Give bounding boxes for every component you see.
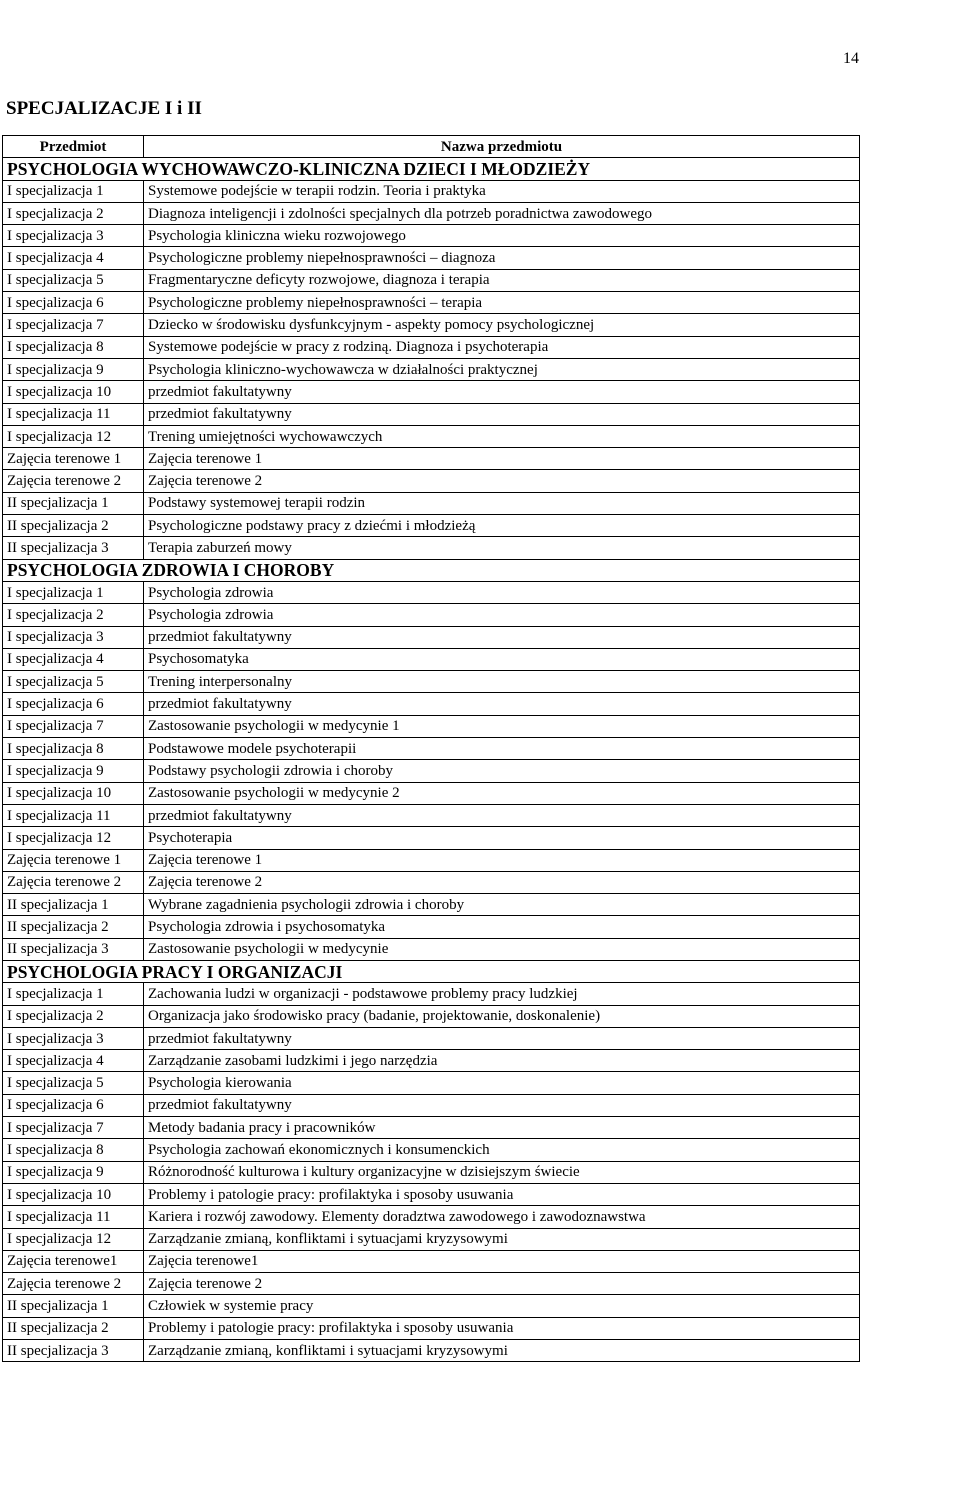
page-number: 14 xyxy=(843,50,859,67)
subject-name-cell: przedmiot fakultatywny xyxy=(144,626,860,648)
subject-code-cell: II specjalizacja 2 xyxy=(3,1317,144,1339)
subject-code-cell: II specjalizacja 2 xyxy=(3,916,144,938)
table-row xyxy=(3,180,860,202)
table-row xyxy=(3,1050,860,1072)
subject-name-cell: Trening interpersonalny xyxy=(144,671,860,693)
subject-name-cell: Systemowe podejście w pracy z rodziną. Diagnoza i psychoterapia xyxy=(144,336,860,358)
subject-name-cell: przedmiot fakultatywny xyxy=(144,1027,860,1049)
subject-name-cell: Psychologia zdrowia i psychosomatyka xyxy=(144,916,860,938)
subject-name-cell: Problemy i patologie pracy: profilaktyka i sposoby usuwania xyxy=(144,1183,860,1205)
subject-code-cell: I specjalizacja 7 xyxy=(3,715,144,737)
subject-name-cell: Kariera i rozwój zawodowy. Elementy doradztwa zawodowego i zawodoznawstwa xyxy=(144,1206,860,1228)
subject-code-cell: I specjalizacja 4 xyxy=(3,648,144,670)
subject-name-cell: Psychologiczne podstawy pracy z dziećmi i młodzieżą xyxy=(144,515,860,537)
subject-name-cell: Zajęcia terenowe 2 xyxy=(144,1273,860,1295)
subject-code-cell: I specjalizacja 8 xyxy=(3,1139,144,1161)
subject-name-cell: Zarządzanie zasobami ludzkimi i jego narzędzia xyxy=(144,1050,860,1072)
table-row xyxy=(3,403,860,425)
header-subject: Przedmiot xyxy=(3,136,144,158)
subject-code-cell: I specjalizacja 10 xyxy=(3,381,144,403)
subject-code-cell: II specjalizacja 3 xyxy=(3,1340,144,1362)
subject-code-cell: I specjalizacja 1 xyxy=(3,180,144,202)
table-row xyxy=(3,916,860,938)
subject-code-cell: I specjalizacja 11 xyxy=(3,403,144,425)
subject-code-cell: I specjalizacja 3 xyxy=(3,225,144,247)
subject-name-cell: Psychosomatyka xyxy=(144,648,860,670)
section-heading-row xyxy=(3,960,860,982)
table-row xyxy=(3,492,860,514)
subject-name-cell: Zastosowanie psychologii w medycynie 1 xyxy=(144,715,860,737)
subject-code-cell: II specjalizacja 2 xyxy=(3,515,144,537)
subject-code-cell: I specjalizacja 6 xyxy=(3,1094,144,1116)
subject-name-cell: Trening umiejętności wychowawczych xyxy=(144,425,860,447)
table-row xyxy=(3,1273,860,1295)
table-row xyxy=(3,983,860,1005)
table-row xyxy=(3,425,860,447)
subject-code-cell: I specjalizacja 8 xyxy=(3,336,144,358)
subject-code-cell: I specjalizacja 4 xyxy=(3,1050,144,1072)
subject-code-cell: I specjalizacja 4 xyxy=(3,247,144,269)
table-row xyxy=(3,1072,860,1094)
subject-name-cell: Zachowania ludzi w organizacji - podstawowe problemy pracy ludzkiej xyxy=(144,983,860,1005)
table-row xyxy=(3,292,860,314)
table-row xyxy=(3,336,860,358)
subject-code-cell: I specjalizacja 5 xyxy=(3,671,144,693)
subject-code-cell: II specjalizacja 3 xyxy=(3,537,144,559)
table-row xyxy=(3,1295,860,1317)
subject-code-cell: I specjalizacja 5 xyxy=(3,269,144,291)
subject-name-cell: Organizacja jako środowisko pracy (badanie, projektowanie, doskonalenie) xyxy=(144,1005,860,1027)
table-row xyxy=(3,1183,860,1205)
subjects-table xyxy=(2,135,860,1362)
section-heading-row xyxy=(3,559,860,581)
subject-code-cell: I specjalizacja 12 xyxy=(3,1228,144,1250)
subject-code-cell: I specjalizacja 6 xyxy=(3,693,144,715)
subject-name-cell: przedmiot fakultatywny xyxy=(144,804,860,826)
subject-name-cell: Psychologia kliniczna wieku rozwojowego xyxy=(144,225,860,247)
subject-name-cell: przedmiot fakultatywny xyxy=(144,381,860,403)
table-row xyxy=(3,604,860,626)
subject-name-cell: Psychologiczne problemy niepełnosprawności – diagnoza xyxy=(144,247,860,269)
document-title: SPECJALIZACJE I i II xyxy=(6,98,202,119)
subject-code-cell: I specjalizacja 9 xyxy=(3,1161,144,1183)
table-row xyxy=(3,537,860,559)
subject-code-cell: I specjalizacja 12 xyxy=(3,827,144,849)
subject-name-cell: Psychologia kierowania xyxy=(144,1072,860,1094)
section-heading: PSYCHOLOGIA PRACY I ORGANIZACJI xyxy=(3,960,860,982)
table-header-row xyxy=(3,136,860,158)
subject-name-cell: Systemowe podejście w terapii rodzin. Teoria i praktyka xyxy=(144,180,860,202)
subjects-table-body xyxy=(3,136,860,1362)
subject-code-cell: Zajęcia terenowe 2 xyxy=(3,1273,144,1295)
table-row xyxy=(3,1340,860,1362)
subject-code-cell: I specjalizacja 7 xyxy=(3,1117,144,1139)
subject-name-cell: Podstawowe modele psychoterapii xyxy=(144,738,860,760)
table-row xyxy=(3,269,860,291)
subject-code-cell: Zajęcia terenowe 1 xyxy=(3,448,144,470)
table-row xyxy=(3,1094,860,1116)
table-row xyxy=(3,738,860,760)
subject-name-cell: Psychologia kliniczno-wychowawcza w działalności praktycznej xyxy=(144,358,860,380)
table-row xyxy=(3,1027,860,1049)
subject-name-cell: Psychologiczne problemy niepełnosprawności – terapia xyxy=(144,292,860,314)
subject-code-cell: I specjalizacja 10 xyxy=(3,782,144,804)
section-heading: PSYCHOLOGIA ZDROWIA I CHOROBY xyxy=(3,559,860,581)
table-row xyxy=(3,314,860,336)
subject-name-cell: Zajęcia terenowe 1 xyxy=(144,448,860,470)
table-row xyxy=(3,849,860,871)
table-row xyxy=(3,581,860,603)
subject-name-cell: Zajęcia terenowe 2 xyxy=(144,871,860,893)
subject-name-cell: Zajęcia terenowe1 xyxy=(144,1250,860,1272)
table-row xyxy=(3,671,860,693)
table-row xyxy=(3,715,860,737)
subject-code-cell: I specjalizacja 10 xyxy=(3,1183,144,1205)
subject-code-cell: I specjalizacja 6 xyxy=(3,292,144,314)
table-row xyxy=(3,358,860,380)
subject-code-cell: Zajęcia terenowe 2 xyxy=(3,871,144,893)
subject-code-cell: I specjalizacja 9 xyxy=(3,760,144,782)
table-row xyxy=(3,1250,860,1272)
header-subject-name: Nazwa przedmiotu xyxy=(144,136,860,158)
table-row xyxy=(3,1228,860,1250)
subject-name-cell: przedmiot fakultatywny xyxy=(144,1094,860,1116)
table-row xyxy=(3,1117,860,1139)
subject-code-cell: Zajęcia terenowe1 xyxy=(3,1250,144,1272)
subject-name-cell: Psychoterapia xyxy=(144,827,860,849)
table-row xyxy=(3,871,860,893)
subject-name-cell: Metody badania pracy i pracowników xyxy=(144,1117,860,1139)
subject-code-cell: II specjalizacja 1 xyxy=(3,492,144,514)
subject-name-cell: Zastosowanie psychologii w medycynie 2 xyxy=(144,782,860,804)
table-row xyxy=(3,225,860,247)
subject-code-cell: I specjalizacja 3 xyxy=(3,626,144,648)
subject-name-cell: Psychologia zdrowia xyxy=(144,581,860,603)
subject-code-cell: I specjalizacja 8 xyxy=(3,738,144,760)
subject-code-cell: I specjalizacja 1 xyxy=(3,581,144,603)
subject-name-cell: Zastosowanie psychologii w medycynie xyxy=(144,938,860,960)
table-row xyxy=(3,381,860,403)
table-row xyxy=(3,1139,860,1161)
table-row xyxy=(3,782,860,804)
subject-name-cell: Wybrane zagadnienia psychologii zdrowia i choroby xyxy=(144,894,860,916)
subject-name-cell: Człowiek w systemie pracy xyxy=(144,1295,860,1317)
subject-name-cell: Zajęcia terenowe 1 xyxy=(144,849,860,871)
subject-code-cell: I specjalizacja 2 xyxy=(3,202,144,224)
subject-name-cell: Zajęcia terenowe 2 xyxy=(144,470,860,492)
table-row xyxy=(3,247,860,269)
subject-code-cell: II specjalizacja 3 xyxy=(3,938,144,960)
table-row xyxy=(3,894,860,916)
subject-name-cell: Zarządzanie zmianą, konfliktami i sytuacjami kryzysowymi xyxy=(144,1340,860,1362)
subject-code-cell: I specjalizacja 12 xyxy=(3,425,144,447)
table-row xyxy=(3,760,860,782)
subject-name-cell: Dziecko w środowisku dysfunkcyjnym - aspekty pomocy psychologicznej xyxy=(144,314,860,336)
table-row xyxy=(3,515,860,537)
subject-name-cell: Terapia zaburzeń mowy xyxy=(144,537,860,559)
subject-code-cell: I specjalizacja 9 xyxy=(3,358,144,380)
table-row xyxy=(3,648,860,670)
subject-name-cell: przedmiot fakultatywny xyxy=(144,403,860,425)
subject-code-cell: II specjalizacja 1 xyxy=(3,894,144,916)
table-row xyxy=(3,470,860,492)
subject-name-cell: Fragmentaryczne deficyty rozwojowe, diagnoza i terapia xyxy=(144,269,860,291)
subject-name-cell: Problemy i patologie pracy: profilaktyka i sposoby usuwania xyxy=(144,1317,860,1339)
subject-name-cell: Psychologia zdrowia xyxy=(144,604,860,626)
subject-code-cell: I specjalizacja 7 xyxy=(3,314,144,336)
subject-name-cell: Różnorodność kulturowa i kultury organizacyjne w dzisiejszym świecie xyxy=(144,1161,860,1183)
section-heading-row xyxy=(3,158,860,180)
subject-code-cell: I specjalizacja 11 xyxy=(3,804,144,826)
subject-code-cell: I specjalizacja 3 xyxy=(3,1027,144,1049)
table-row xyxy=(3,693,860,715)
table-row xyxy=(3,938,860,960)
table-row xyxy=(3,1206,860,1228)
table-row xyxy=(3,1317,860,1339)
subject-name-cell: Zarządzanie zmianą, konfliktami i sytuacjami kryzysowymi xyxy=(144,1228,860,1250)
subject-name-cell: Podstawy systemowej terapii rodzin xyxy=(144,492,860,514)
subject-name-cell: Diagnoza inteligencji i zdolności specjalnych dla potrzeb poradnictwa zawodowego xyxy=(144,202,860,224)
subject-code-cell: Zajęcia terenowe 1 xyxy=(3,849,144,871)
table-row xyxy=(3,827,860,849)
table-row xyxy=(3,1161,860,1183)
subject-code-cell: I specjalizacja 11 xyxy=(3,1206,144,1228)
subject-code-cell: I specjalizacja 2 xyxy=(3,1005,144,1027)
table-row xyxy=(3,202,860,224)
subject-name-cell: Psychologia zachowań ekonomicznych i konsumenckich xyxy=(144,1139,860,1161)
subject-name-cell: Podstawy psychologii zdrowia i choroby xyxy=(144,760,860,782)
subject-code-cell: I specjalizacja 2 xyxy=(3,604,144,626)
subject-name-cell: przedmiot fakultatywny xyxy=(144,693,860,715)
table-row xyxy=(3,804,860,826)
table-row xyxy=(3,626,860,648)
subject-code-cell: I specjalizacja 5 xyxy=(3,1072,144,1094)
table-row xyxy=(3,448,860,470)
subject-code-cell: Zajęcia terenowe 2 xyxy=(3,470,144,492)
subject-code-cell: II specjalizacja 1 xyxy=(3,1295,144,1317)
table-row xyxy=(3,1005,860,1027)
section-heading: PSYCHOLOGIA WYCHOWAWCZO-KLINICZNA DZIECI I MŁODZIEŻY xyxy=(3,158,860,180)
subject-code-cell: I specjalizacja 1 xyxy=(3,983,144,1005)
